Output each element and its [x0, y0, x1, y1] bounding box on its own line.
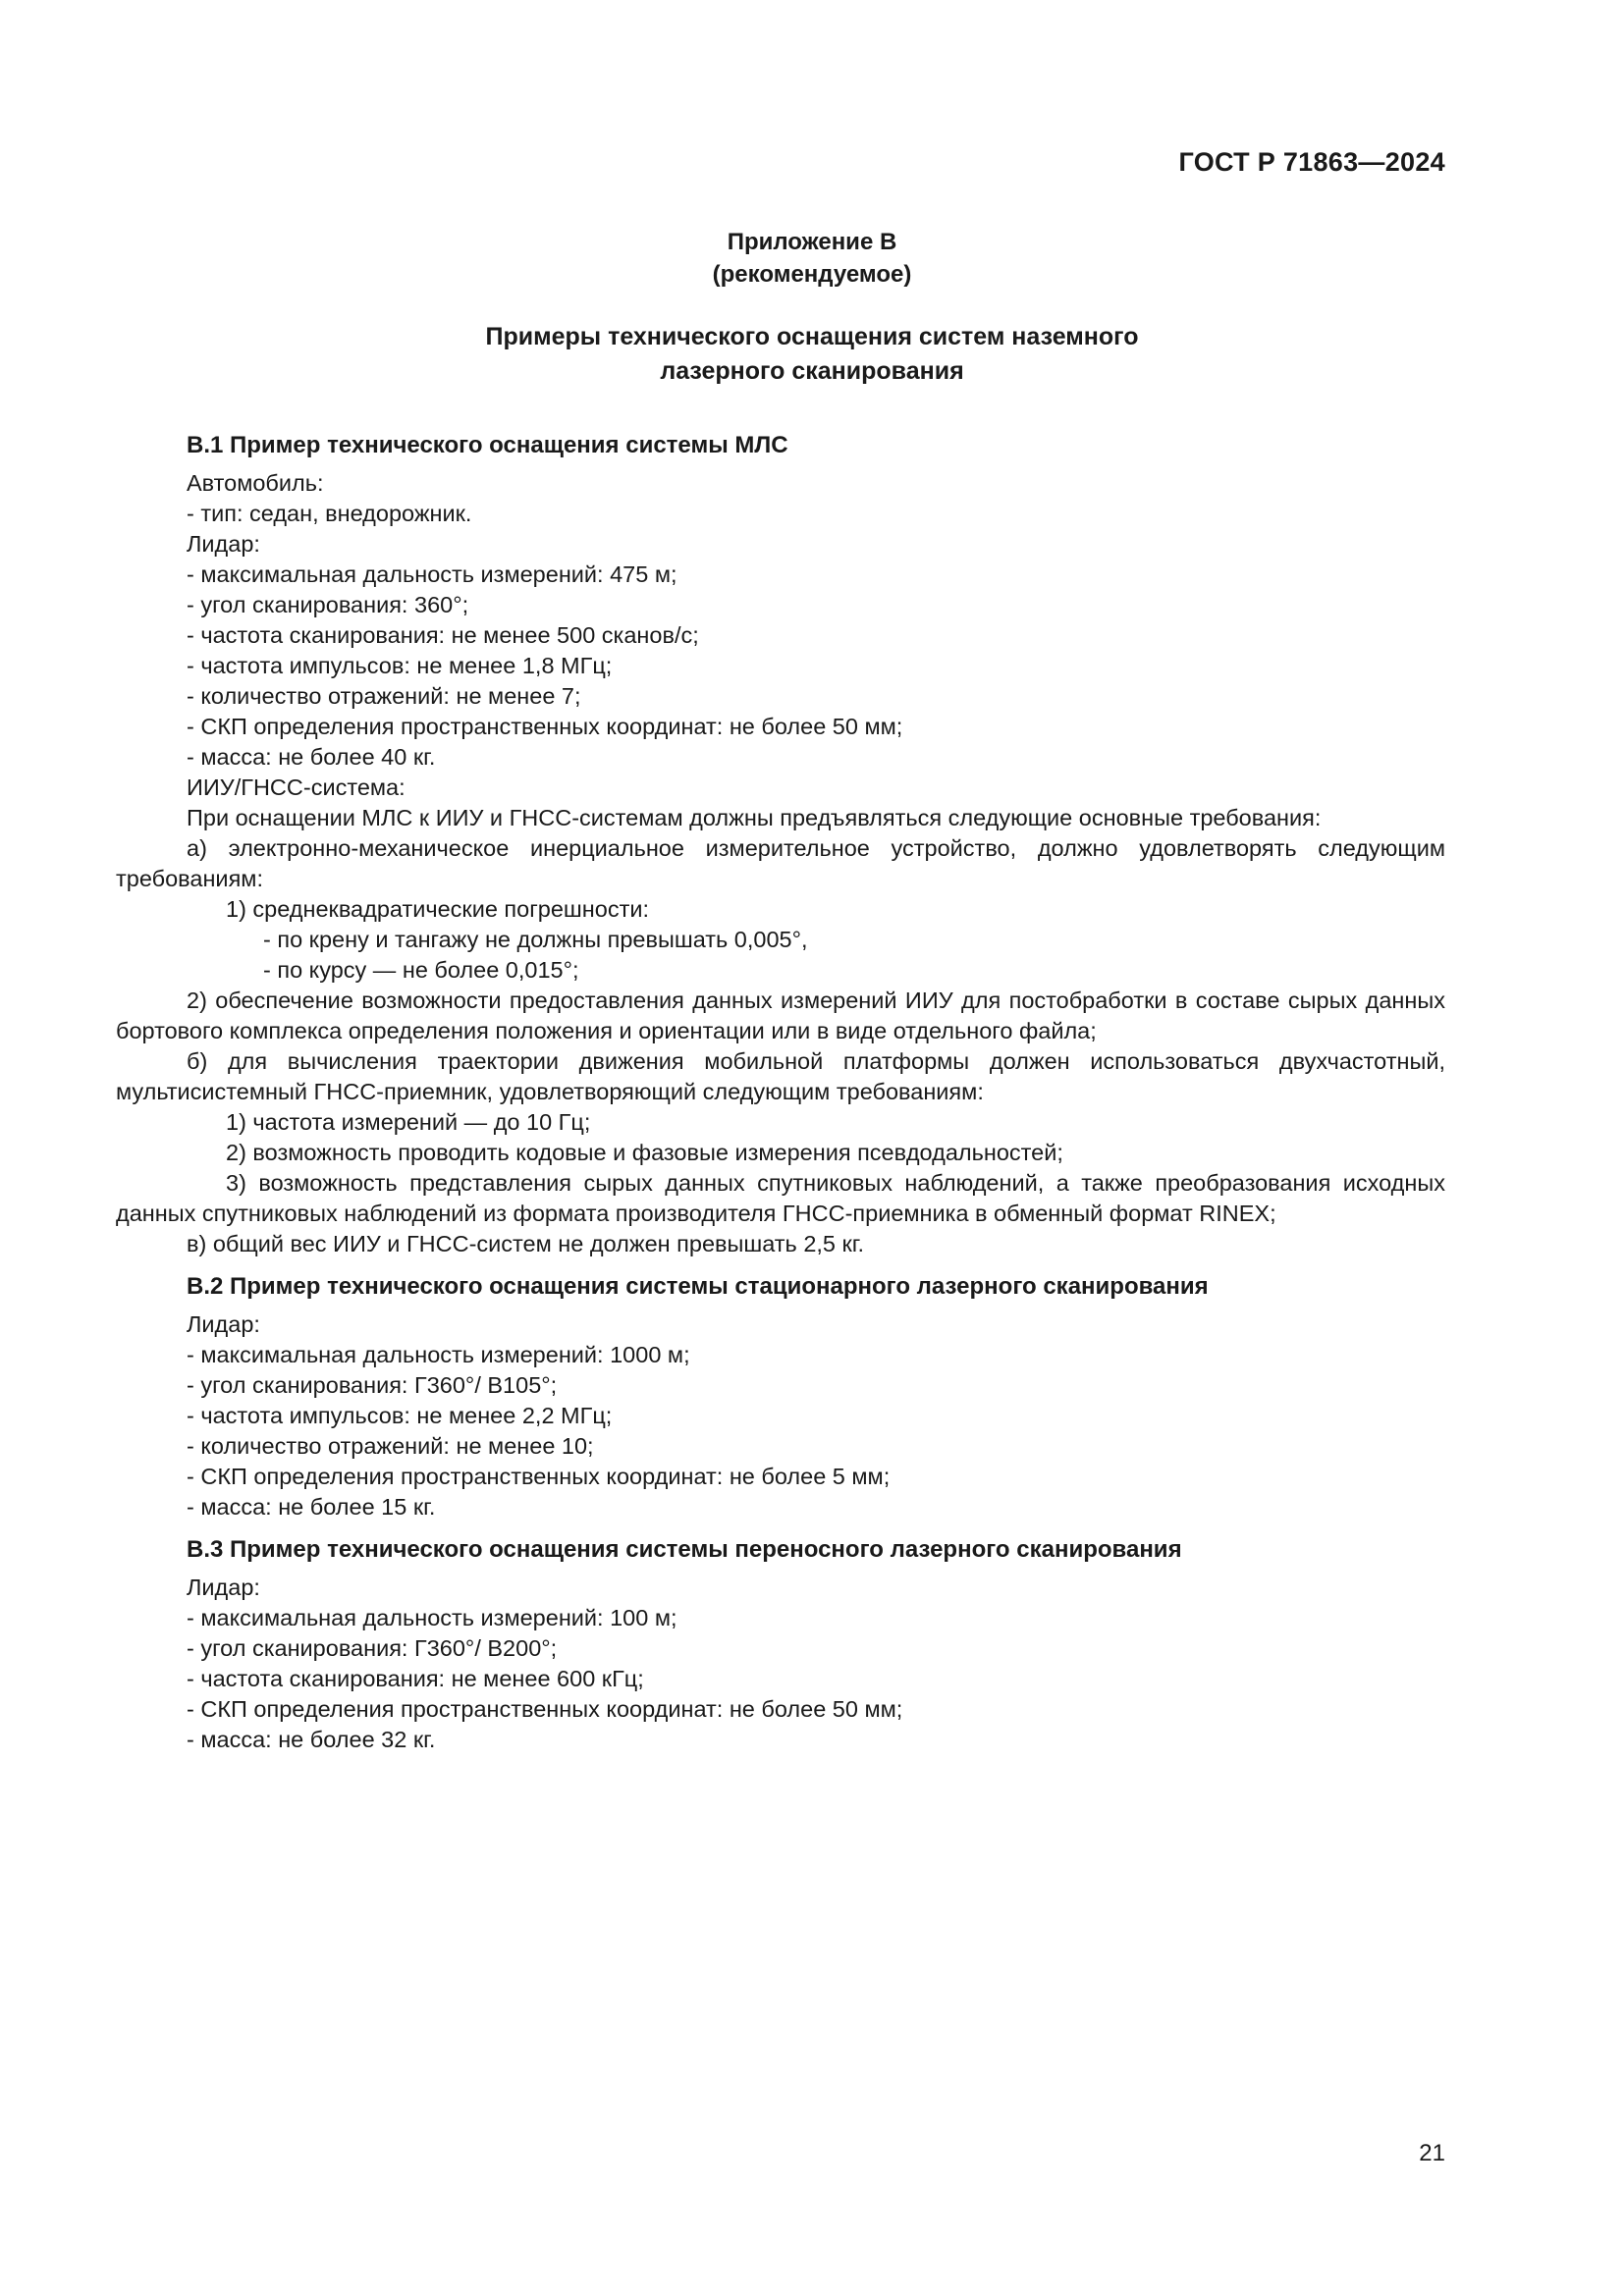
- list-item: - угол сканирования: Г360°/ В200°;: [187, 1635, 558, 1661]
- list-item: - максимальная дальность измерений: 1000 м;: [187, 1342, 690, 1367]
- list-item: - частота сканирования: не менее 500 сканов/с;: [187, 622, 699, 648]
- annex-title-line-2: лазерного сканирования: [660, 357, 964, 385]
- paragraph-c: в) общий вес ИИУ и ГНСС-систем не должен превышать 2,5 кг.: [187, 1231, 865, 1256]
- list-item: - угол сканирования: 360°;: [187, 592, 469, 617]
- page-number: 21: [1419, 2140, 1445, 2166]
- list-item: - количество отражений: не менее 7;: [187, 683, 581, 709]
- list-item: - СКП определения пространственных координат: не более 50 мм;: [187, 1696, 903, 1722]
- lidar-label: Лидар:: [187, 531, 260, 557]
- list-item: - тип: седан, внедорожник.: [187, 501, 472, 526]
- lidar-label: Лидар:: [187, 1311, 260, 1337]
- list-item: - масса: не более 40 кг.: [187, 744, 436, 770]
- paragraph-b-3: 3) возможность представления сырых данных спутниковых наблюдений, а также преобразования исходных данных спутниковых наблюдений из формата производителя ГНСС-приемника в обменный формат RINEX;: [116, 1170, 1445, 1226]
- annex-status: (рекомендуемое): [712, 261, 912, 288]
- list-item: - частота импульсов: не менее 1,8 МГц;: [187, 653, 613, 678]
- document-id: ГОСТ Р 71863—2024: [1178, 147, 1445, 177]
- section-2-heading: В.2 Пример технического оснащения системы стационарного лазерного сканирования: [187, 1273, 1209, 1300]
- paragraph-b: б) для вычисления траектории движения мобильной платформы должен использоваться двухчастотный, мультисистемный ГНСС-приемник, удовлетворяющий следующим требованиям:: [116, 1048, 1445, 1104]
- list-item: - по крену и тангажу не должны превышать 0,005°,: [263, 927, 808, 952]
- list-item: - частота сканирования: не менее 600 кГц;: [187, 1666, 644, 1691]
- section-3-heading: В.3 Пример технического оснащения системы переносного лазерного сканирования: [187, 1536, 1182, 1563]
- annex-label-block: [0, 226, 1624, 291]
- paragraph-a-2: 2) обеспечение возможности предоставления данных измерений ИИУ для постобработки в составе сырых данных бортового комплекса определения положения и ориентации или в виде отдельного файла;: [116, 988, 1445, 1043]
- list-item: - частота импульсов: не менее 2,2 МГц;: [187, 1403, 613, 1428]
- lidar-label: Лидар:: [187, 1575, 260, 1600]
- list-item: - максимальная дальность измерений: 475 м;: [187, 561, 677, 587]
- paragraph-a: а) электронно-механическое инерциальное измерительное устройство, должно удовлетворять следующим требованиям:: [116, 835, 1445, 891]
- annex-label: Приложение В: [727, 229, 897, 255]
- paragraph-b-2: 2) возможность проводить кодовые и фазовые измерения псевдодальностей;: [226, 1140, 1063, 1165]
- list-item: - масса: не более 32 кг.: [187, 1727, 436, 1752]
- document-body: [116, 430, 1445, 1755]
- requirements-intro: При оснащении МЛС к ИИУ и ГНСС-системам должны предъявляться следующие основные требования:: [187, 805, 1322, 830]
- list-item: - СКП определения пространственных координат: не более 50 мм;: [187, 714, 903, 739]
- list-item: - СКП определения пространственных координат: не более 5 мм;: [187, 1464, 891, 1489]
- annex-title-line-1: Примеры технического оснащения систем наземного: [485, 323, 1139, 350]
- car-label: Автомобиль:: [187, 470, 324, 496]
- list-item: - максимальная дальность измерений: 100 м;: [187, 1605, 677, 1630]
- section-1-heading: В.1 Пример технического оснащения системы МЛС: [187, 432, 788, 458]
- paragraph-a-1: 1) среднеквадратические погрешности:: [226, 896, 649, 922]
- list-item: - масса: не более 15 кг.: [187, 1494, 436, 1520]
- list-item: - по курсу — не более 0,015°;: [263, 957, 579, 983]
- imu-gnss-label: ИИУ/ГНСС-система:: [187, 774, 406, 800]
- list-item: - угол сканирования: Г360°/ В105°;: [187, 1372, 558, 1398]
- annex-title: [0, 320, 1624, 389]
- list-item: - количество отражений: не менее 10;: [187, 1433, 594, 1459]
- paragraph-b-1: 1) частота измерений — до 10 Гц;: [226, 1109, 591, 1135]
